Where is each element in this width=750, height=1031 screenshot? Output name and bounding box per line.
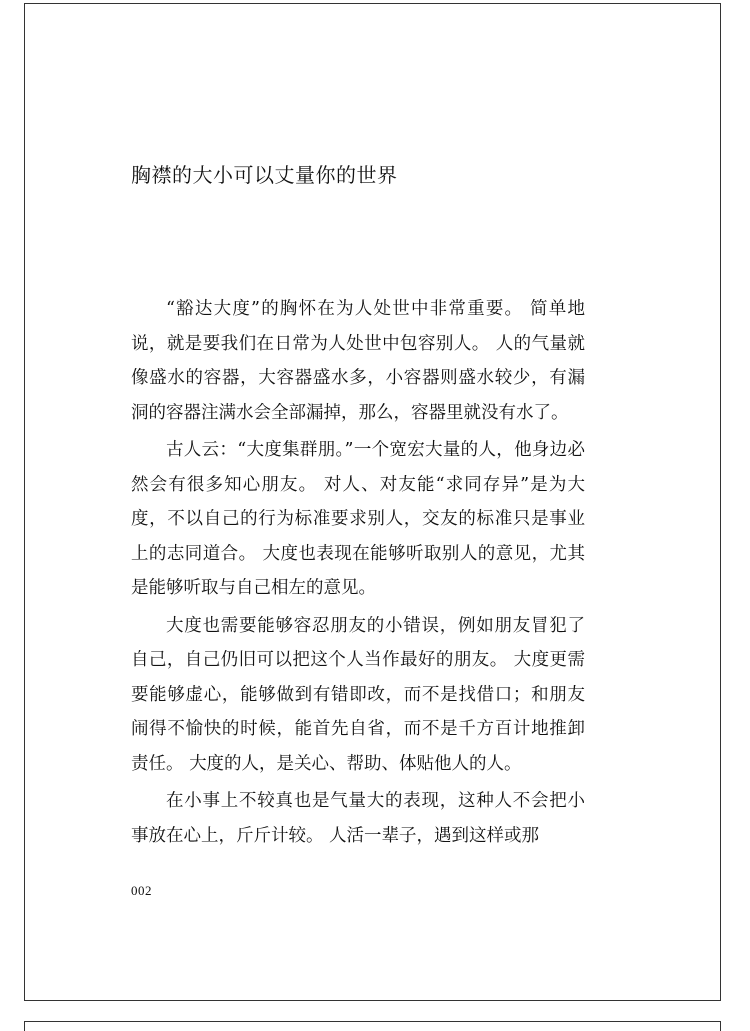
paragraph: 大度也需要能够容忍朋友的小错误，例如朋友冒犯了自己，自己仍旧可以把这个人当作最好的朋友。 大度更需要能够虚心，能够做到有错即改，而不是找借口；和朋友闹得不愉快的时候，能首先自省，而不是千方百计地推卸责任。 大度的人，是关心、帮助、体贴他人的人。 [131, 615, 585, 774]
paragraph: 在小事上不较真也是气量大的表现，这种人不会把小事放在心上，斤斤计较。 人活一辈子，遇到这样或那 [131, 791, 585, 846]
paragraph: “豁达大度”的胸怀在为人处世中非常重要。 简单地说，就是要我们在日常为人处世中包容别人。 人的气量就像盛水的容器，大容器盛水多，小容器则盛水较少，有漏洞的容器注满水会全部漏掉，那么，容器里就没有水了。 [131, 299, 585, 423]
page-number: 002 [131, 883, 152, 898]
chapter-title: 胸襟的大小可以丈量你的世界 [131, 163, 398, 187]
body-text [131, 292, 585, 856]
next-page-edge [24, 1021, 721, 1031]
paragraph: 古人云：“大度集群朋。”一个宽宏大量的人，他身边必然会有很多知心朋友。 对人、对友能“求同存异”是为大度，不以自己的行为标准要求别人，交友的标准只是事业上的志同道合。 大度也表现在能够听取别人的意见，尤其是能够听取与自己相左的意见。 [131, 440, 585, 598]
